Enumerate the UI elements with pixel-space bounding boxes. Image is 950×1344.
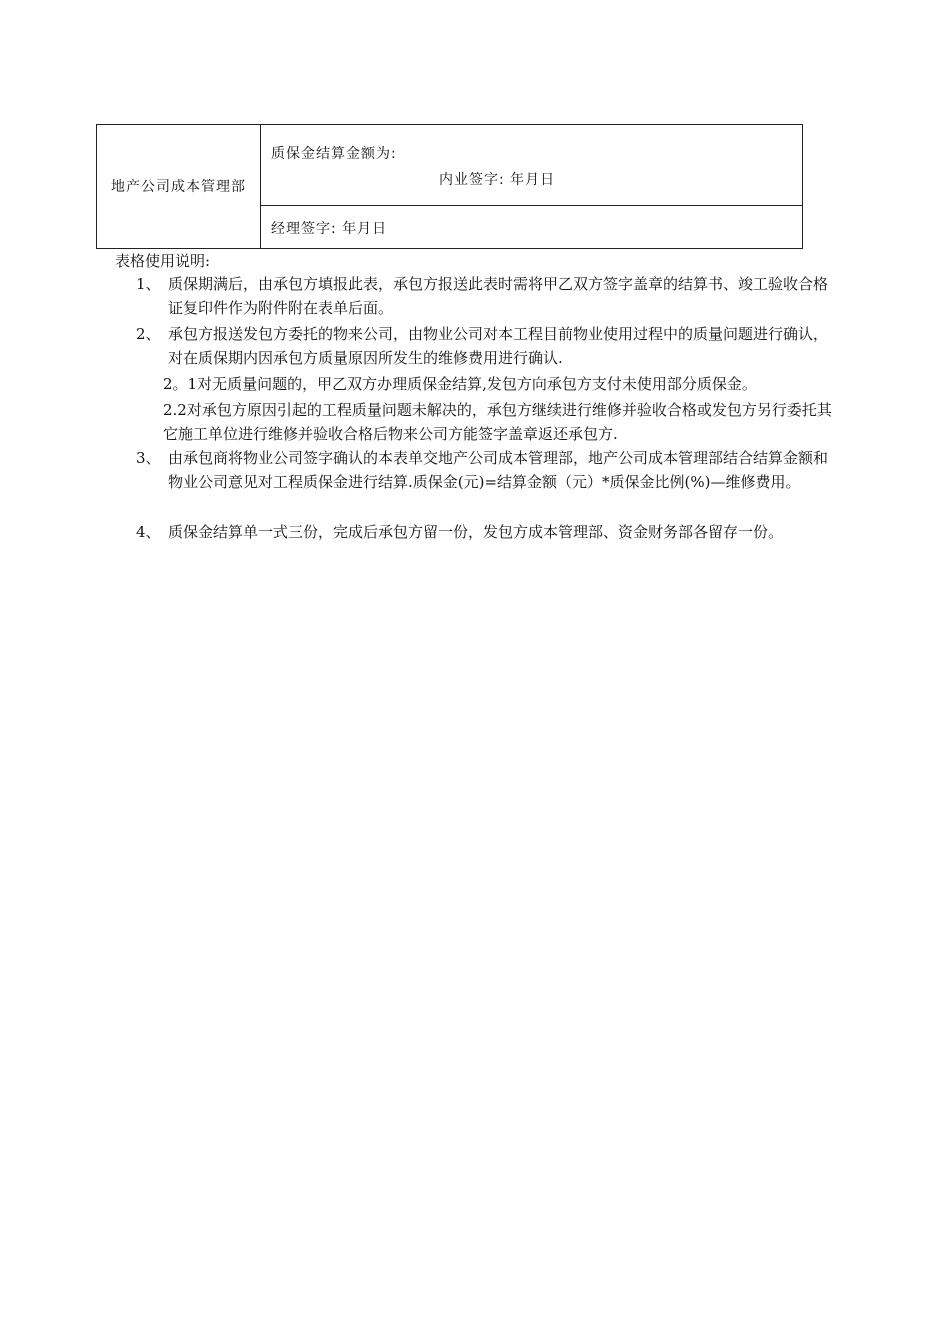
instruction-text: 质保期满后，由承包方填报此表，承包方报送此表时需将甲乙双方签字盖章的结算书、竣工验收合格证复印件作为附件附在表单后面。 — [168, 275, 829, 317]
amount-cell — [261, 125, 803, 206]
instruction-text: 承包方报送发包方委托的物来公司，由物业公司对本工程目前物业使用过程中的质量问题进行确认，对在质保期内因承包方质量原因所发生的维修费用进行确认. — [168, 325, 829, 367]
amount-label: 质保金结算金额为: — [271, 146, 397, 162]
manager-signature: 经理签字: 年月日 — [271, 221, 388, 237]
instruction-text: 质保金结算单一式三份，完成后承包方留一份，发包方成本管理部、资金财务部各留存一份。 — [168, 523, 784, 541]
settlement-form-table — [96, 124, 803, 249]
instruction-number: 1、 — [136, 275, 161, 293]
instruction-item-2 — [136, 322, 840, 370]
instruction-number: 3、 — [136, 449, 161, 467]
instructions-title: 表格使用说明: — [115, 252, 211, 270]
inner-signature: 内业签字: 年月日 — [439, 172, 556, 188]
sub-item-2-2-text: 2.2对承包方原因引起的工程质量问题未解决的，承包方继续进行维修并验收合格或发包方另行委托其它施工单位进行维修并验收合格后物来公司方能签字盖章返还承包方. — [163, 401, 832, 443]
instruction-item-4 — [136, 520, 840, 544]
manager-cell — [261, 206, 803, 249]
instruction-text: 由承包商将物业公司签字确认的本表单交地产公司成本管理部，地产公司成本管理部结合结算金额和物业公司意见对工程质保金进行结算.质保金(元)=结算金额（元）*质保金比例(%)—维修费用。 — [168, 449, 829, 491]
instruction-number: 2、 — [136, 325, 161, 343]
instruction-item-1 — [136, 272, 840, 320]
department-label: 地产公司成本管理部 — [111, 178, 246, 195]
sub-item-2-2 — [163, 398, 839, 446]
instruction-number: 4、 — [136, 523, 161, 541]
department-cell — [97, 125, 261, 249]
sub-item-2-1: 2。1对无质量问题的，甲乙双方办理质保金结算,发包方向承包方支付未使用部分质保金。 — [163, 375, 757, 393]
instruction-item-3 — [136, 446, 840, 494]
